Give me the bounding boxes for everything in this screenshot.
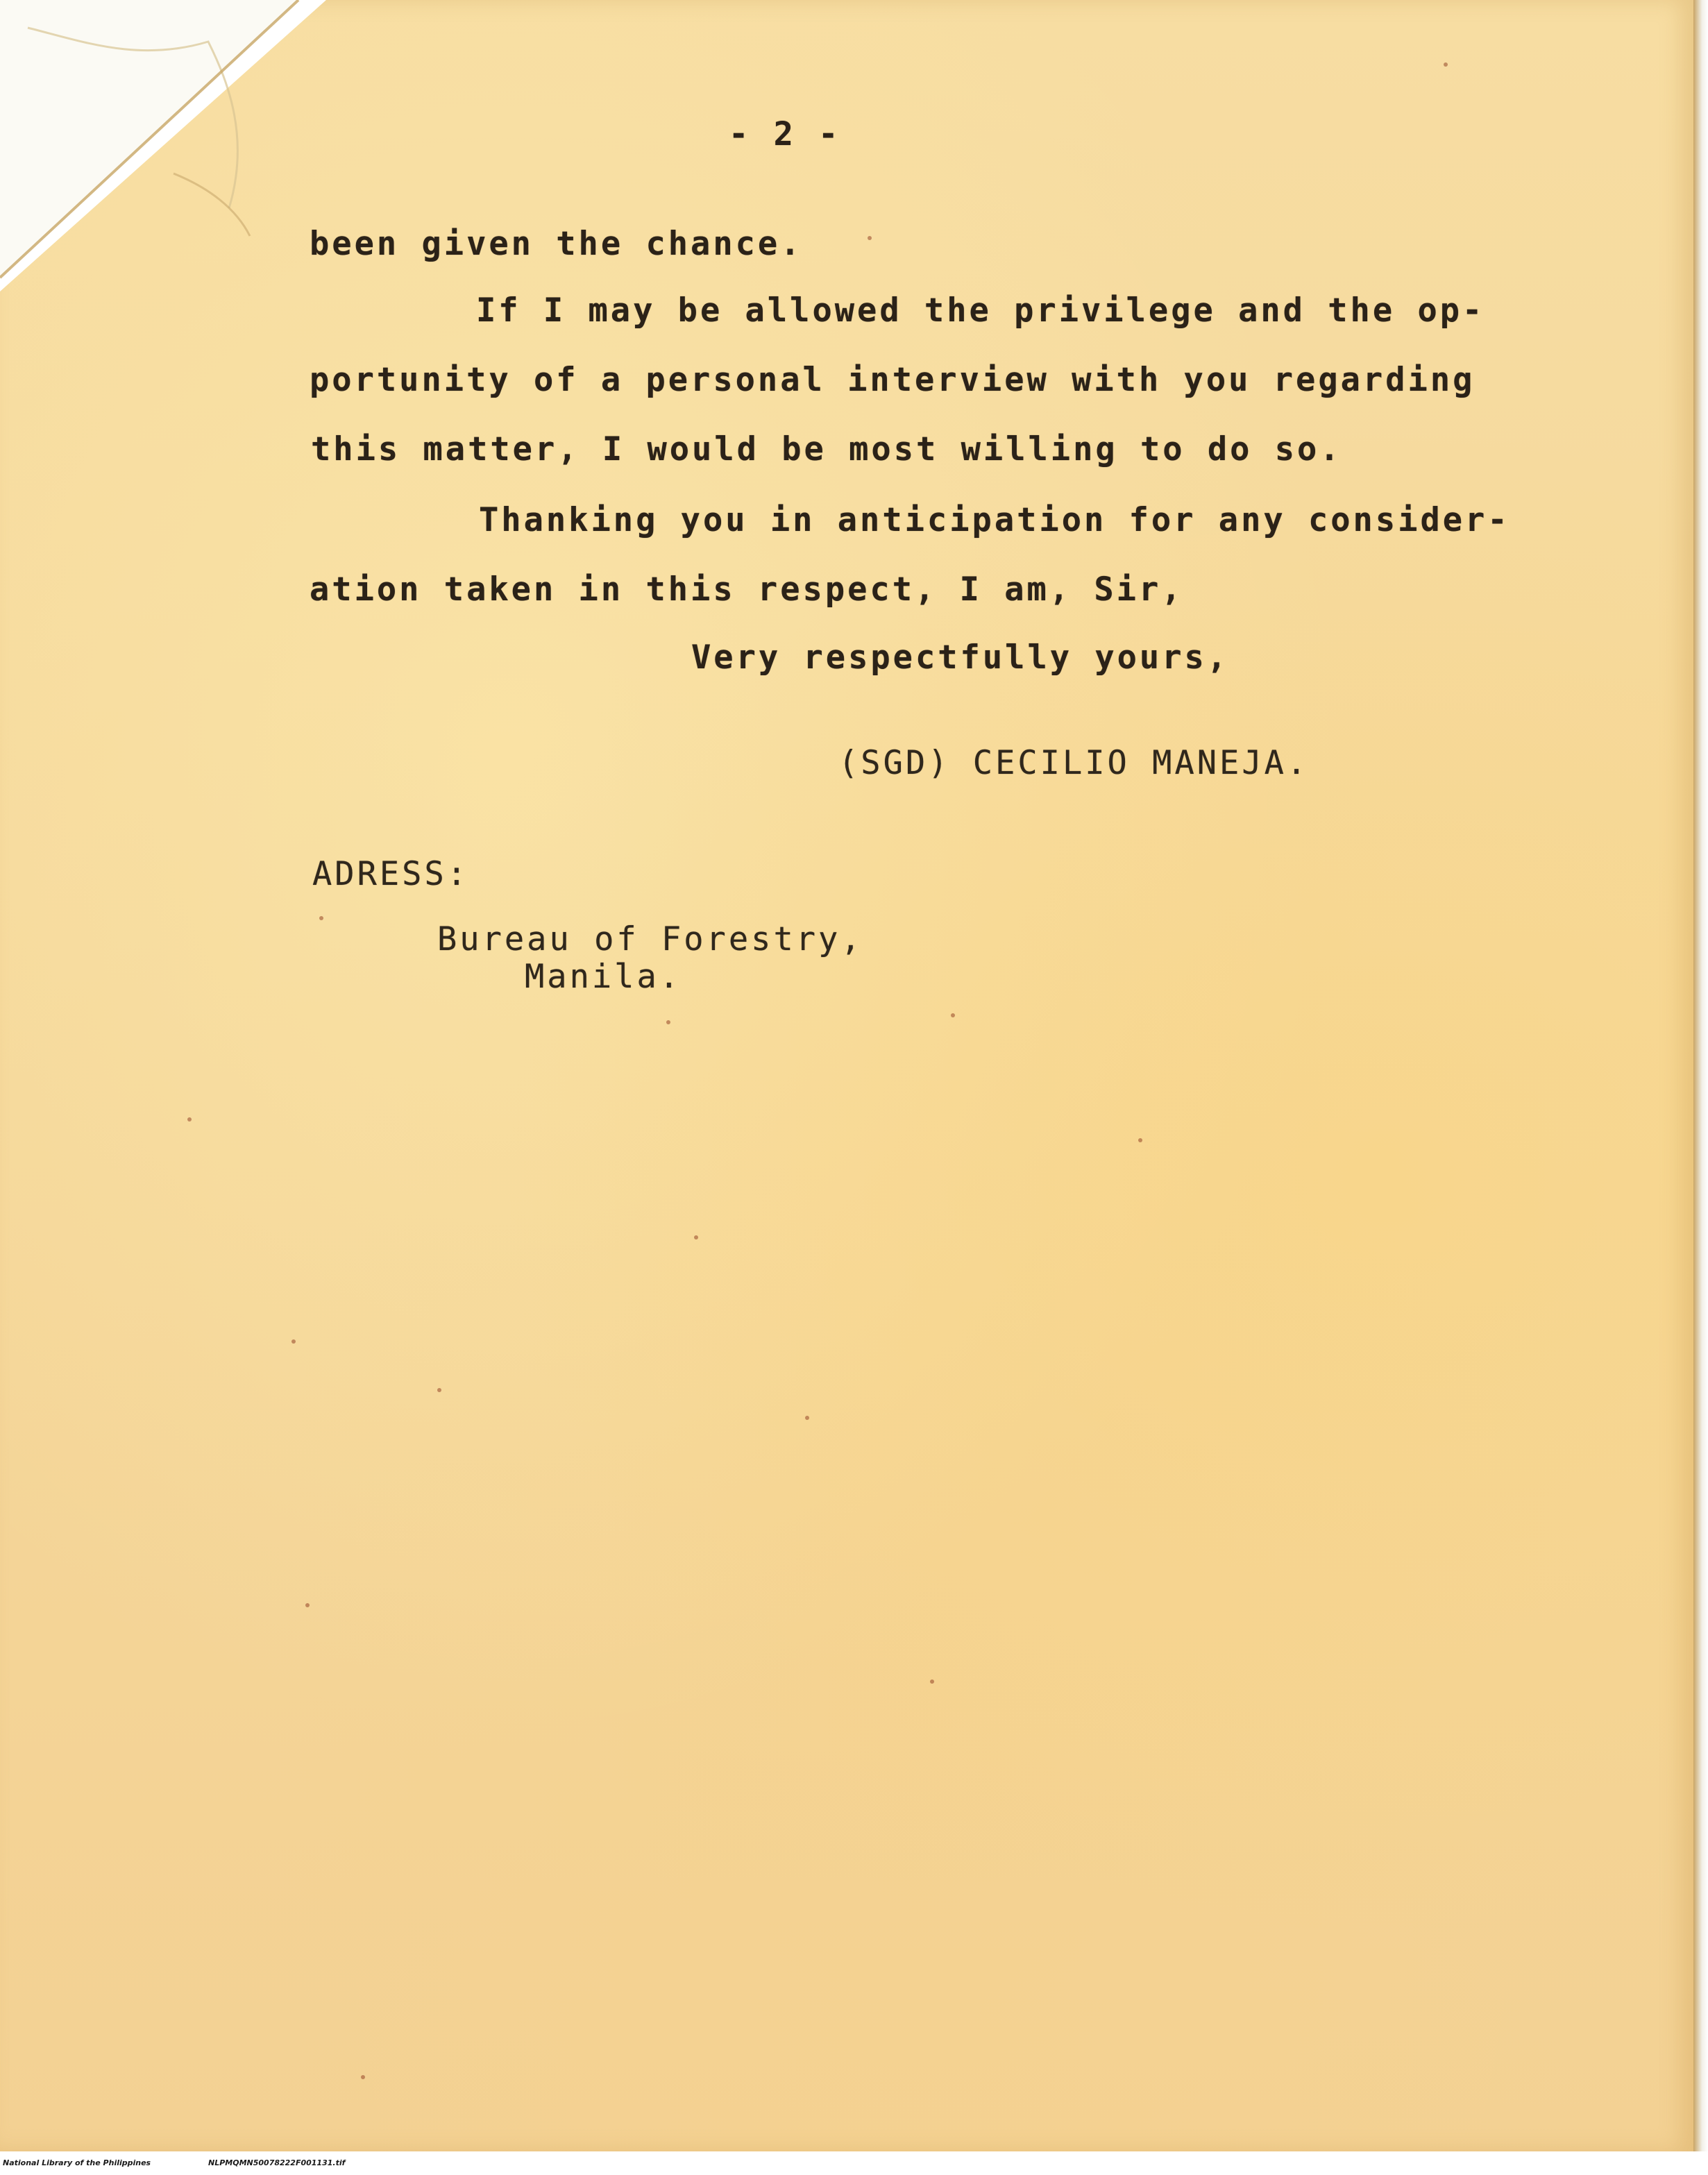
scan-right-edge <box>1693 0 1708 2175</box>
paper-speck <box>666 1020 670 1024</box>
paper-speck <box>1444 62 1448 67</box>
scan-file-id: NLPMQMN50078222F001131.tif <box>208 2158 346 2167</box>
scan-library-caption: National Library of the Philippines <box>3 2158 151 2167</box>
paper-speck <box>187 1117 192 1122</box>
paragraph-line-3: portunity of a personal interview with you regarding <box>310 361 1476 399</box>
paragraph-line-6: ation taken in this respect, I am, Sir, <box>310 570 1184 609</box>
address-label: ADRESS: <box>312 855 470 893</box>
paper-speck <box>694 1235 698 1239</box>
paper-speck <box>951 1013 955 1017</box>
page-number: - 2 - <box>729 115 841 153</box>
paper-speck <box>805 1416 809 1420</box>
paper-speck <box>291 1339 296 1344</box>
paper-speck <box>437 1388 441 1392</box>
paragraph-line-5: Thanking you in anticipation for any consider- <box>479 501 1510 539</box>
address-line-1: Bureau of Forestry, <box>437 920 863 958</box>
paragraph-line-2: If I may be allowed the privilege and the op- <box>476 291 1485 330</box>
paper-speck <box>305 1603 310 1607</box>
paragraph-line-1: been given the chance. <box>310 225 803 263</box>
address-line-2: Manila. <box>525 958 682 996</box>
paper-speck <box>319 916 323 920</box>
paper-speck <box>930 1679 934 1684</box>
signature-line: (SGD) CECILIO MANEJA. <box>838 744 1310 782</box>
paper-speck <box>868 236 872 240</box>
paragraph-line-4: this matter, I would be most willing to do so. <box>311 430 1342 468</box>
closing-line: Very respectfully yours, <box>691 638 1230 677</box>
folded-corner <box>0 0 326 291</box>
paper-speck <box>361 2075 365 2079</box>
paper-speck <box>1138 1138 1142 1142</box>
